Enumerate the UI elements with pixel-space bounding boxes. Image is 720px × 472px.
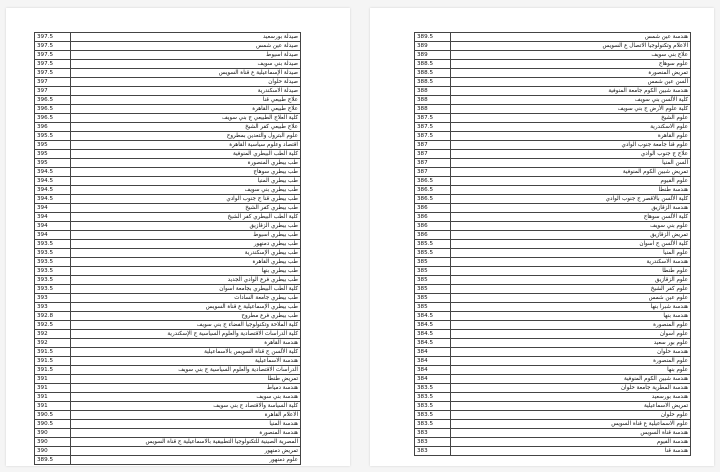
score-cell: 396.5 <box>35 114 71 123</box>
college-cell: علوم قنا جامعة جنوب الوادي <box>451 141 691 150</box>
college-cell: علوم طنطا <box>451 267 691 276</box>
score-cell: 384.5 <box>415 339 451 348</box>
score-cell: 387 <box>415 141 451 150</box>
table-row <box>35 60 301 69</box>
table-row <box>415 258 691 267</box>
college-cell: علوم المنيا <box>451 249 691 258</box>
score-cell: 397 <box>35 87 71 96</box>
score-cell: 397.5 <box>35 33 71 42</box>
table-row <box>415 231 691 240</box>
college-cell: هندسة طنطا <box>451 186 691 195</box>
college-cell: ألسن عين شمس <box>451 78 691 87</box>
college-cell: تمريض المنصورة <box>451 69 691 78</box>
college-cell: الدراسات الاقتصادية والعلوم السياسية ج بني سويف <box>71 366 301 375</box>
college-cell: طب بيطري دمنهور <box>71 240 301 249</box>
table-row <box>35 357 301 366</box>
table-row <box>35 249 301 258</box>
college-cell: هندسة قناة السويس <box>451 429 691 438</box>
college-cell: هندسة الاسماعيلية <box>71 357 301 366</box>
score-cell: 387.5 <box>415 114 451 123</box>
table-row <box>35 132 301 141</box>
score-cell: 387 <box>415 159 451 168</box>
table-row <box>415 186 691 195</box>
table-row <box>415 204 691 213</box>
college-cell: صيدلة عين شمس <box>71 42 301 51</box>
table-row <box>415 150 691 159</box>
score-cell: 388.5 <box>415 78 451 87</box>
college-cell: علوم المنصورة <box>451 321 691 330</box>
table-row <box>35 312 301 321</box>
college-cell: علوم بني سويف <box>451 222 691 231</box>
college-cell: علاج ج جنوب الوادي <box>451 150 691 159</box>
college-cell: علاج طبيعي كفر الشيخ <box>71 123 301 132</box>
table-row <box>35 321 301 330</box>
college-cell: علوم بور سعيد <box>451 339 691 348</box>
score-cell: 388.5 <box>415 69 451 78</box>
table-row <box>415 447 691 456</box>
college-cell: هندسة شبين الكوم المنوفية <box>451 375 691 384</box>
table-row <box>35 429 301 438</box>
college-cell: هندسة بني سويف <box>71 393 301 402</box>
table-row <box>35 51 301 60</box>
college-cell: كلية الألسن ج اسوان <box>451 240 691 249</box>
college-cell: هندسة حلوان <box>451 348 691 357</box>
college-cell: كلية السياسة والاقتصاد ج بني سويف <box>71 402 301 411</box>
college-cell: هندسة بنها <box>451 312 691 321</box>
college-cell: هندسة الزقازيق <box>451 204 691 213</box>
table-row <box>35 456 301 465</box>
score-cell: 393.5 <box>35 249 71 258</box>
table-row <box>35 258 301 267</box>
document-page-right <box>370 8 714 466</box>
table-row <box>415 357 691 366</box>
score-cell: 386.5 <box>415 177 451 186</box>
college-cell: صيدلة بورسعيد <box>71 33 301 42</box>
table-row <box>415 168 691 177</box>
score-cell: 386 <box>415 213 451 222</box>
score-cell: 397.5 <box>35 42 71 51</box>
college-cell: علوم دمنهور <box>71 456 301 465</box>
table-row <box>415 330 691 339</box>
table-row <box>35 114 301 123</box>
table-row <box>415 402 691 411</box>
table-row <box>35 177 301 186</box>
college-cell: طب بيطري قنا ج جنوب الوادي <box>71 195 301 204</box>
score-cell: 396.5 <box>35 105 71 114</box>
table-row <box>415 429 691 438</box>
score-cell: 397.5 <box>35 51 71 60</box>
score-cell: 393.5 <box>35 285 71 294</box>
college-cell: طب بيطري المنصورة <box>71 159 301 168</box>
college-cell: علاج طبيعي قنا <box>71 96 301 105</box>
college-cell: علوم اسوان <box>451 330 691 339</box>
score-cell: 384 <box>415 366 451 375</box>
score-cell: 391 <box>35 393 71 402</box>
score-cell: 384 <box>415 348 451 357</box>
college-cell: علوم الفيوم <box>451 177 691 186</box>
college-cell: كلية علوم الأرض ج بني سويف <box>451 105 691 114</box>
college-cell: كلية الألسن سوهاج <box>451 213 691 222</box>
college-cell: علوم الاسكندرية <box>451 123 691 132</box>
college-cell: صيدلة الإسماعيلية ع قناة السويس <box>71 69 301 78</box>
table-row <box>415 411 691 420</box>
table-row <box>415 303 691 312</box>
score-cell: 387.5 <box>415 123 451 132</box>
table-row <box>415 132 691 141</box>
college-cell: طب بيطري اسيوط <box>71 231 301 240</box>
score-cell: 393.5 <box>35 276 71 285</box>
college-cell: طب بيطري الإسكندرية <box>71 249 301 258</box>
table-row <box>415 177 691 186</box>
table-row <box>35 420 301 429</box>
college-cell: تمريض الزقازيق <box>451 231 691 240</box>
table-row <box>35 204 301 213</box>
table-row <box>415 114 691 123</box>
table-row <box>35 96 301 105</box>
score-cell: 383.5 <box>415 393 451 402</box>
college-cell: هندسة الاسكندرية <box>451 258 691 267</box>
score-cell: 396.5 <box>35 96 71 105</box>
score-cell: 394 <box>35 222 71 231</box>
table-row <box>35 393 301 402</box>
table-row <box>35 348 301 357</box>
score-cell: 397 <box>35 78 71 87</box>
table-row <box>35 42 301 51</box>
score-cell: 385 <box>415 285 451 294</box>
table-row <box>415 105 691 114</box>
table-row <box>415 321 691 330</box>
score-cell: 394.5 <box>35 195 71 204</box>
college-cell: كلية الألسن بني سويف <box>451 96 691 105</box>
college-cell: اقتصاد وعلوم سياسية القاهرة <box>71 141 301 150</box>
score-cell: 389.5 <box>415 33 451 42</box>
admission-scores-table-left <box>34 32 301 465</box>
table-row <box>35 105 301 114</box>
score-cell: 383.5 <box>415 402 451 411</box>
score-cell: 389 <box>415 42 451 51</box>
table-row <box>35 213 301 222</box>
table-row <box>35 375 301 384</box>
score-cell: 395.5 <box>35 132 71 141</box>
college-cell: طب بيطري جامعة السادات <box>71 294 301 303</box>
college-cell: كلية العلاج الطبيعي ج بني سويف <box>71 114 301 123</box>
document-page-left <box>6 8 350 466</box>
college-cell: هندسة بورسعيد <box>451 393 691 402</box>
table-row <box>415 294 691 303</box>
table-row <box>415 87 691 96</box>
score-cell: 389 <box>415 51 451 60</box>
college-cell: طب بيطري سوهاج <box>71 168 301 177</box>
table-row <box>415 438 691 447</box>
table-body-right <box>415 33 691 456</box>
score-cell: 391 <box>35 384 71 393</box>
college-cell: هندسة شبرا بنها <box>451 303 691 312</box>
college-cell: علوم الاسماعيلية ع قناة السويس <box>451 420 691 429</box>
college-cell: كلية الطب البيطري كفر الشيخ <box>71 213 301 222</box>
table-row <box>415 78 691 87</box>
score-cell: 386 <box>415 204 451 213</box>
college-cell: علوم بنها <box>451 366 691 375</box>
score-cell: 384 <box>415 375 451 384</box>
table-row <box>35 150 301 159</box>
score-cell: 393.5 <box>35 267 71 276</box>
table-row <box>415 222 691 231</box>
college-cell: هندسة دمياط <box>71 384 301 393</box>
college-cell: طب بيطري كفر الشيخ <box>71 204 301 213</box>
table-row <box>415 393 691 402</box>
score-cell: 390 <box>35 429 71 438</box>
score-cell: 393.5 <box>35 240 71 249</box>
table-row <box>415 240 691 249</box>
table-row <box>415 42 691 51</box>
score-cell: 387 <box>415 150 451 159</box>
table-row <box>415 249 691 258</box>
score-cell: 395 <box>35 141 71 150</box>
score-cell: 385 <box>415 303 451 312</box>
table-row <box>35 78 301 87</box>
table-row <box>415 384 691 393</box>
table-row <box>415 60 691 69</box>
score-cell: 390 <box>35 447 71 456</box>
score-cell: 391.5 <box>35 348 71 357</box>
score-cell: 386 <box>415 231 451 240</box>
college-cell: طب بيطري بني سويف <box>71 186 301 195</box>
college-cell: طب بيطري الزقازيق <box>71 222 301 231</box>
score-cell: 383.5 <box>415 384 451 393</box>
table-row <box>35 159 301 168</box>
score-cell: 390.5 <box>35 411 71 420</box>
score-cell: 386 <box>415 222 451 231</box>
score-cell: 383 <box>415 429 451 438</box>
table-row <box>415 159 691 168</box>
college-cell: طب بيطري القاهرة <box>71 258 301 267</box>
score-cell: 395 <box>35 150 71 159</box>
score-cell: 385 <box>415 294 451 303</box>
score-cell: 392 <box>35 330 71 339</box>
college-cell: علوم القاهرة <box>451 132 691 141</box>
table-row <box>415 195 691 204</box>
college-cell: كلية الملاحة وتكنولوجيا الفضاء ج بني سويف <box>71 321 301 330</box>
college-cell: كلية الدراسات الاقتصادية والعلوم السياسية ج الإسكندرية <box>71 330 301 339</box>
table-row <box>415 366 691 375</box>
score-cell: 388 <box>415 105 451 114</box>
table-row <box>35 411 301 420</box>
score-cell: 394.5 <box>35 168 71 177</box>
table-row <box>35 267 301 276</box>
table-row <box>35 438 301 447</box>
table-row <box>35 87 301 96</box>
table-row <box>415 312 691 321</box>
table-row <box>35 330 301 339</box>
score-cell: 390.5 <box>35 420 71 429</box>
score-cell: 387.5 <box>415 132 451 141</box>
score-cell: 385 <box>415 267 451 276</box>
college-cell: طب بيطري الإسماعيلية ع قناة السويس <box>71 303 301 312</box>
college-cell: هندسة قنا <box>451 447 691 456</box>
college-cell: ألسن المنيا <box>451 159 691 168</box>
score-cell: 384 <box>415 357 451 366</box>
score-cell: 394 <box>35 213 71 222</box>
score-cell: 389.5 <box>35 456 71 465</box>
score-cell: 388 <box>415 87 451 96</box>
score-cell: 383 <box>415 447 451 456</box>
score-cell: 391.5 <box>35 366 71 375</box>
score-cell: 391 <box>35 375 71 384</box>
table-row <box>415 141 691 150</box>
college-cell: صيدلة اسيوط <box>71 51 301 60</box>
college-cell: هندسة الفيوم <box>451 438 691 447</box>
table-row <box>415 348 691 357</box>
college-cell: هندسة المطرية جامعة حلوان <box>451 384 691 393</box>
college-cell: طب بيطري بنها <box>71 267 301 276</box>
table-row <box>35 294 301 303</box>
score-cell: 392.8 <box>35 312 71 321</box>
college-cell: تمريض طنطا <box>71 375 301 384</box>
table-row <box>415 375 691 384</box>
score-cell: 393 <box>35 294 71 303</box>
score-cell: 387 <box>415 168 451 177</box>
table-row <box>35 303 301 312</box>
table-row <box>415 51 691 60</box>
college-cell: طب بيطري المنيا <box>71 177 301 186</box>
college-cell: صيدلة حلوان <box>71 78 301 87</box>
table-row <box>415 276 691 285</box>
college-cell: الاعلام وتكنولوجيا الاتصال ع السويس <box>451 42 691 51</box>
score-cell: 383.5 <box>415 411 451 420</box>
score-cell: 397.5 <box>35 69 71 78</box>
table-row <box>35 168 301 177</box>
score-cell: 384.5 <box>415 330 451 339</box>
score-cell: 397.5 <box>35 60 71 69</box>
college-cell: صيدلة الاسكندرية <box>71 87 301 96</box>
table-row <box>35 186 301 195</box>
table-body-left <box>35 33 301 465</box>
score-cell: 386.5 <box>415 186 451 195</box>
table-row <box>415 420 691 429</box>
college-cell: كلية الطب البيطري بجامعة اسوان <box>71 285 301 294</box>
table-row <box>35 123 301 132</box>
table-row <box>35 231 301 240</box>
score-cell: 391 <box>35 402 71 411</box>
score-cell: 393.5 <box>35 258 71 267</box>
table-row <box>35 141 301 150</box>
score-cell: 396 <box>35 123 71 132</box>
college-cell: هندسة القاهرة <box>71 339 301 348</box>
table-row <box>35 240 301 249</box>
college-cell: علاج بني سويف <box>451 51 691 60</box>
college-cell: المصرية الصينية للتكنولوجيا التطبيقية بالاسماعيلية ج قناة السويس <box>71 438 301 447</box>
score-cell: 392.5 <box>35 321 71 330</box>
college-cell: علوم البترول والتعدين بمطروح <box>71 132 301 141</box>
college-cell: علوم المنصورة <box>451 357 691 366</box>
college-cell: هندسة شبين الكوم جامعة المنوفية <box>451 87 691 96</box>
college-cell: طب بيطري فرع مطروح <box>71 312 301 321</box>
table-row <box>35 222 301 231</box>
score-cell: 394 <box>35 204 71 213</box>
table-row <box>35 339 301 348</box>
score-cell: 394.5 <box>35 177 71 186</box>
score-cell: 391.5 <box>35 357 71 366</box>
score-cell: 383.5 <box>415 420 451 429</box>
table-row <box>35 69 301 78</box>
table-row <box>35 33 301 42</box>
table-row <box>415 33 691 42</box>
table-row <box>35 285 301 294</box>
score-cell: 384.5 <box>415 312 451 321</box>
table-row <box>35 276 301 285</box>
college-cell: كلية الطب البيطري المنوفية <box>71 150 301 159</box>
college-cell: صيدلة بني سويف <box>71 60 301 69</box>
college-cell: هندسة المنيا <box>71 420 301 429</box>
table-row <box>35 402 301 411</box>
score-cell: 388 <box>415 96 451 105</box>
table-row <box>415 123 691 132</box>
college-cell: تمريض الاسماعيلية <box>451 402 691 411</box>
table-row <box>35 366 301 375</box>
college-cell: تمريض دمنهور <box>71 447 301 456</box>
college-cell: طب بيطري فرع الوادي الجديد <box>71 276 301 285</box>
score-cell: 384.5 <box>415 321 451 330</box>
college-cell: تمريض شبين الكوم المنوفية <box>451 168 691 177</box>
college-cell: علوم الزقازيق <box>451 276 691 285</box>
score-cell: 385.5 <box>415 240 451 249</box>
college-cell: علوم الشيخ <box>451 114 691 123</box>
college-cell: علوم عين شمس <box>451 294 691 303</box>
score-cell: 392 <box>35 339 71 348</box>
table-row <box>415 69 691 78</box>
college-cell: كلية الألسن ج قناة السويس بالاسماعيلية <box>71 348 301 357</box>
table-row <box>35 195 301 204</box>
score-cell: 393 <box>35 303 71 312</box>
score-cell: 383 <box>415 438 451 447</box>
score-cell: 394.5 <box>35 186 71 195</box>
college-cell: هندسة المنصورة <box>71 429 301 438</box>
table-row <box>415 339 691 348</box>
college-cell: علوم سوهاج <box>451 60 691 69</box>
table-row <box>35 447 301 456</box>
score-cell: 395 <box>35 159 71 168</box>
table-row <box>415 213 691 222</box>
table-row <box>35 384 301 393</box>
score-cell: 385.5 <box>415 249 451 258</box>
admission-scores-table-right <box>414 32 691 456</box>
college-cell: هندسة عين شمس <box>451 33 691 42</box>
score-cell: 385 <box>415 276 451 285</box>
table-row <box>415 285 691 294</box>
score-cell: 386.5 <box>415 195 451 204</box>
college-cell: الاعلام القاهرة <box>71 411 301 420</box>
score-cell: 394 <box>35 231 71 240</box>
table-row <box>415 267 691 276</box>
college-cell: كلية الألسن بالاقصر ج جنوب الوادي <box>451 195 691 204</box>
score-cell: 390 <box>35 438 71 447</box>
table-row <box>415 96 691 105</box>
college-cell: علوم كفر الشيخ <box>451 285 691 294</box>
college-cell: علوم حلوان <box>451 411 691 420</box>
score-cell: 385 <box>415 258 451 267</box>
score-cell: 388.5 <box>415 60 451 69</box>
college-cell: علاج طبيعي القاهرة <box>71 105 301 114</box>
